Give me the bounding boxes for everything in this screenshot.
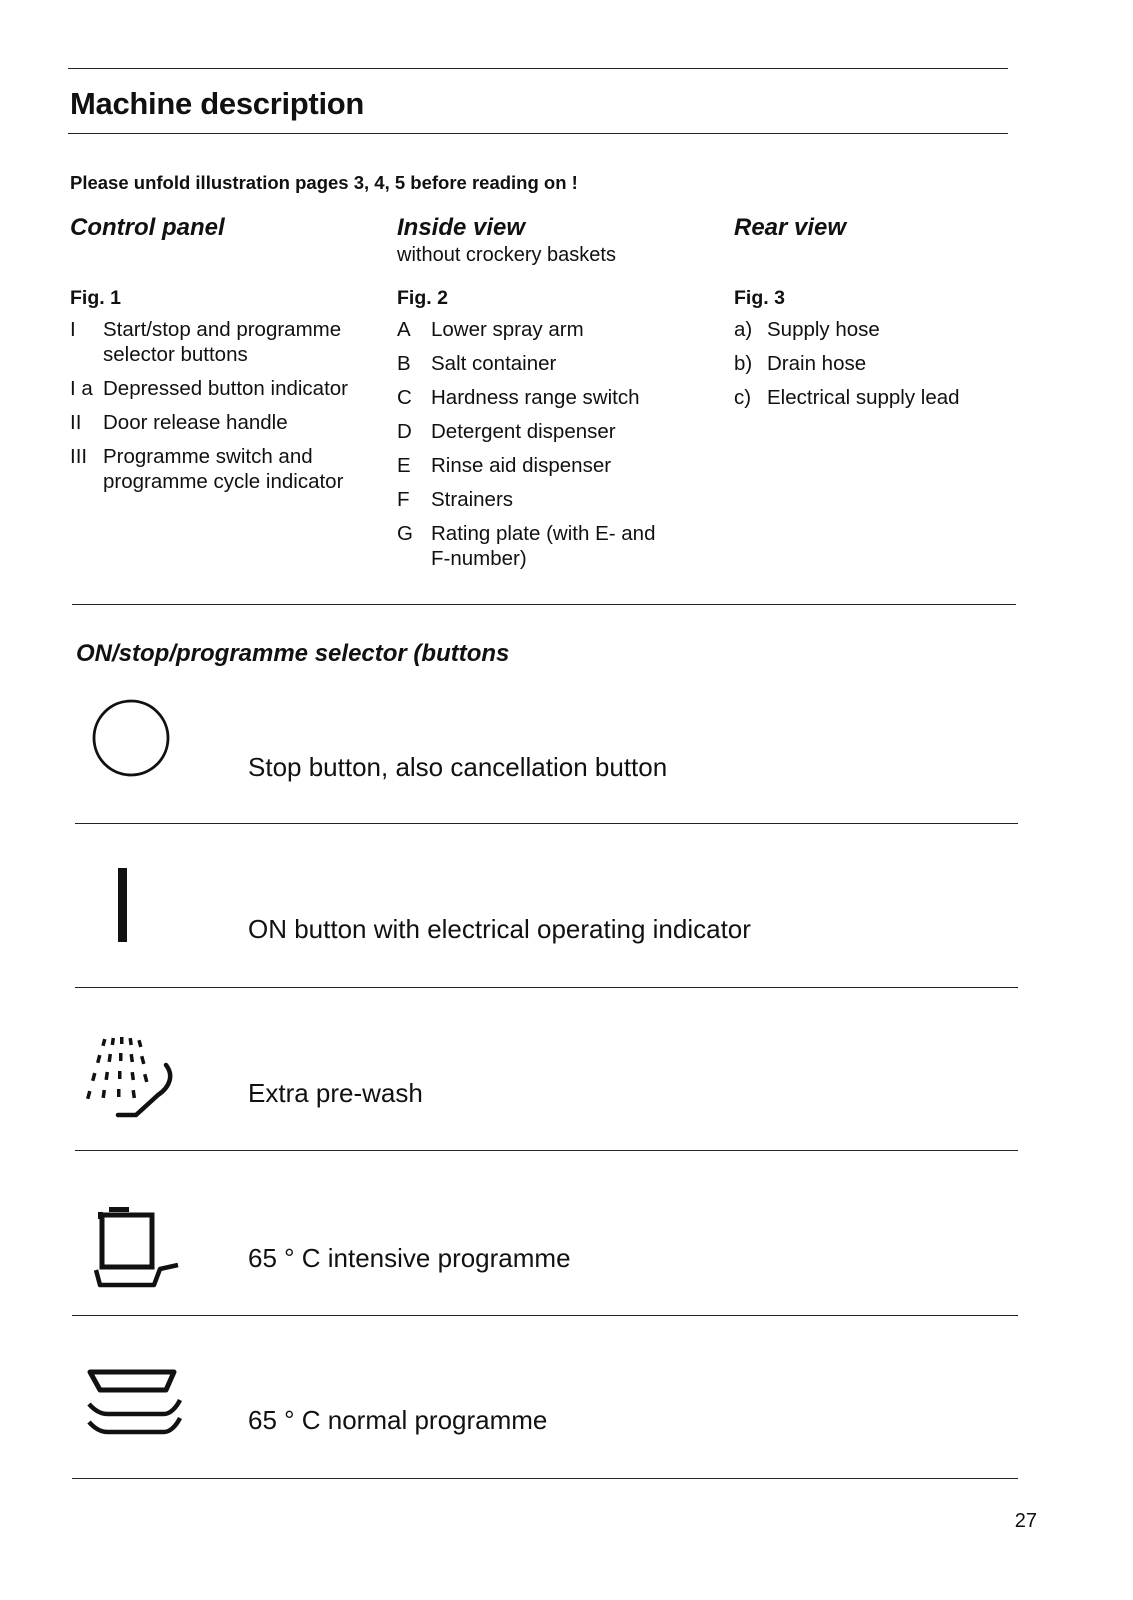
intensive-programme-label: 65 ° C intensive programme — [248, 1243, 571, 1273]
list-item: c) Electrical supply lead — [734, 386, 960, 409]
list-item: II Door release handle — [70, 411, 288, 434]
list-item: I Start/stop and programme selector buttons — [70, 318, 342, 366]
list-item: G Rating plate (with E- and F-number) — [397, 522, 656, 570]
page-title: Machine description — [70, 86, 365, 121]
inside-view-subheading: without crockery baskets — [397, 244, 616, 266]
page-number: 27 — [1014, 1510, 1037, 1532]
row-divider — [75, 1150, 1018, 1151]
list-item: b) Drain hose — [734, 352, 867, 375]
list-item: C Hardness range switch — [397, 386, 640, 409]
list-item: E Rinse aid dispenser — [397, 454, 612, 477]
top-rule — [68, 68, 1008, 69]
list-item: I a Depressed button indicator — [70, 377, 349, 400]
stop-button-label: Stop button, also cancellation button — [248, 752, 668, 782]
control-panel-heading: Control panel — [70, 214, 225, 241]
list-item: F Strainers — [397, 488, 514, 511]
row-divider — [75, 823, 1018, 824]
stop-circle-icon — [88, 698, 178, 788]
inside-view-list — [397, 317, 687, 580]
rear-view-list — [734, 317, 1014, 419]
fig-3-label: Fig. 3 — [734, 287, 785, 309]
fig-2-label: Fig. 2 — [397, 287, 448, 309]
pre-wash-spray-icon — [78, 1035, 188, 1135]
rear-view-heading: Rear view — [734, 214, 847, 241]
bottom-rule — [72, 1478, 1018, 1479]
control-panel-list — [70, 317, 370, 503]
on-button-label: ON button with electrical operating indicator — [248, 914, 751, 944]
normal-programme-label: 65 ° C normal programme — [248, 1405, 548, 1435]
list-item: A Lower spray arm — [397, 318, 584, 341]
selector-section-heading: ON/stop/programme selector (buttons — [76, 640, 510, 667]
row-divider — [72, 1315, 1018, 1316]
list-item: III Programme switch and programme cycle indicator — [70, 445, 344, 493]
row-divider — [75, 987, 1018, 988]
list-item: D Detergent dispenser — [397, 420, 616, 443]
section-divider — [72, 604, 1016, 605]
list-item: B Salt container — [397, 352, 557, 375]
fig-1-label: Fig. 1 — [70, 287, 121, 309]
unfold-notice: Please unfold illustration pages 3, 4, 5 before reading on ! — [70, 172, 578, 193]
pre-wash-label: Extra pre-wash — [248, 1078, 423, 1108]
inside-view-heading: Inside view — [397, 214, 526, 241]
on-bar-icon — [115, 868, 135, 948]
list-item: a) Supply hose — [734, 318, 880, 341]
normal-dishes-icon — [86, 1368, 186, 1443]
title-rule — [68, 133, 1008, 134]
intensive-pot-icon — [90, 1205, 190, 1295]
